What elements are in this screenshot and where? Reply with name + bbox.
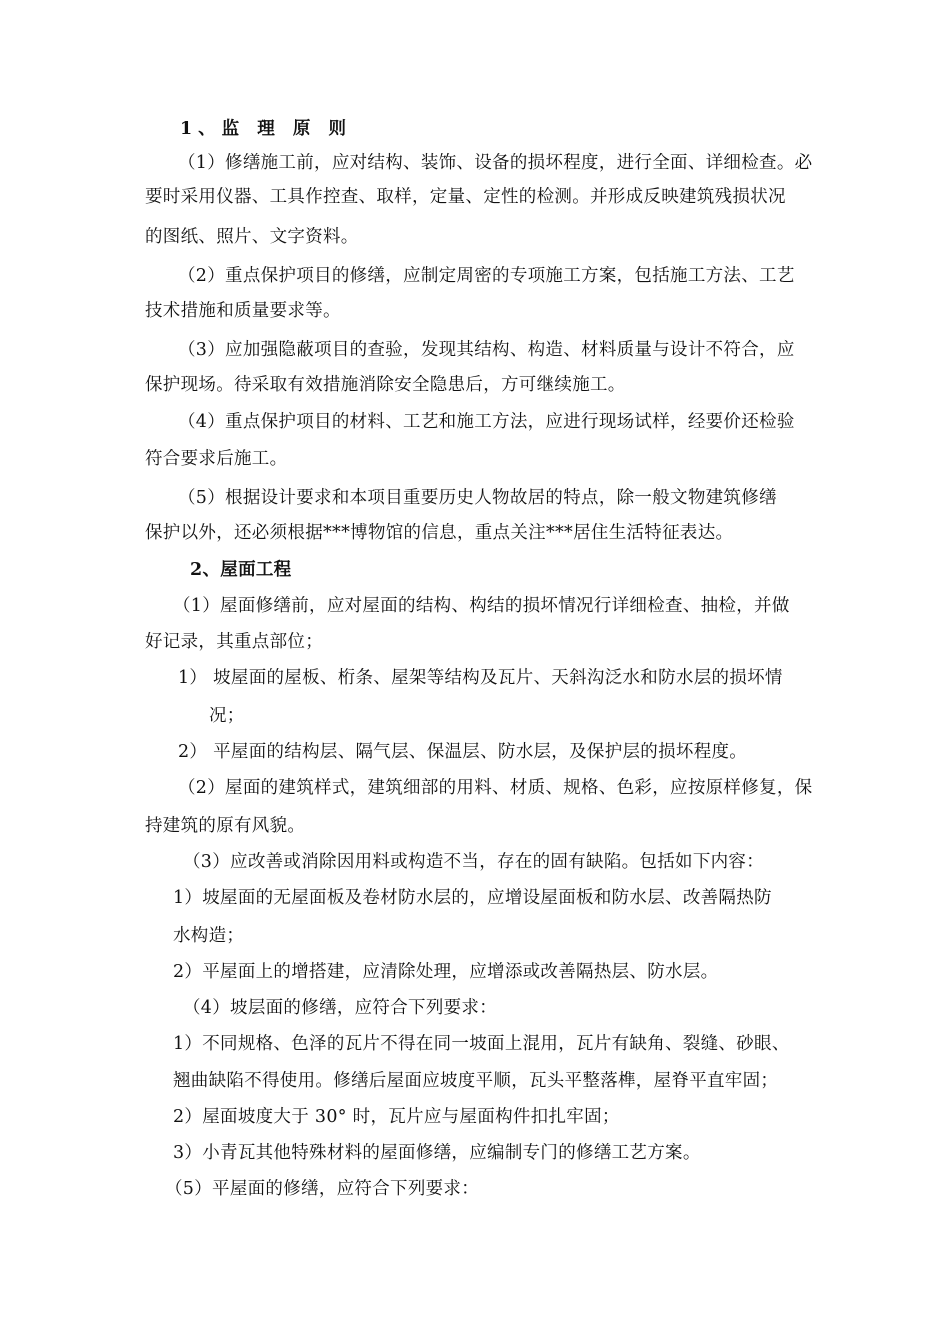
section-2-para-4-item-3: 3）小青瓦其他特殊材料的屋面修缮，应编制专门的修缮工艺方案。 [173,1143,701,1163]
section-2-para-5: （5）平屋面的修缮，应符合下列要求： [165,1179,480,1199]
section-1-para-1-line-3: 的图纸、照片、文字资料。 [145,227,359,247]
section-2-para-1-line-2: 好记录，其重点部位； [145,632,323,652]
section-1-para-3-line-2: 保护现场。待采取有效措施消除安全隐患后，方可继续施工。 [145,375,626,395]
section-2-para-3-item-1-line-1: 1）坡屋面的无屋面板及卷材防水层的，应增设屋面板和防水层、改善隔热防 [173,888,772,908]
section-2-para-3-item-1-line-2: 水构造； [173,926,245,946]
section-2-para-4-item-2: 2）屋面坡度大于 30° 时，瓦片应与屋面构件扣扎牢固； [173,1107,620,1127]
section-2-para-3-item-2: 2）平屋面上的增搭建，应清除处理，应增添或改善隔热层、防水层。 [173,962,719,982]
section-1-para-5-line-2: 保护以外，还必须根据***博物馆的信息，重点关注***居住生活特征表达。 [145,523,734,543]
section-2-para-3: （3）应改善或消除因用料或构造不当，存在的固有缺陷。包括如下内容： [183,852,765,872]
section-1-para-4-line-1: （4）重点保护项目的材料、工艺和施工方法，应进行现场试样，经要价还检验 [178,412,795,432]
section-1-para-3-line-1: （3）应加强隐蔽项目的查验，发现其结构、构造、材料质量与设计不符合，应 [178,340,795,360]
section-1-para-4-line-2: 符合要求后施工。 [145,449,288,469]
section-2-para-4-item-1-line-2: 翘曲缺陷不得使用。修缮后屋面应坡度平顺，瓦头平整落榫，屋脊平直牢固； [173,1071,779,1091]
section-2-para-4-item-1-line-1: 1）不同规格、色泽的瓦片不得在同一坡面上混用，瓦片有缺角、裂缝、砂眼、 [173,1034,790,1054]
section-2-para-2-line-1: （2）屋面的建筑样式，建筑细部的用料、材质、规格、色彩，应按原样修复，保 [178,778,813,798]
section-1-para-2-line-1: （2）重点保护项目的修缮，应制定周密的专项施工方案，包括施工方法、工艺 [178,266,795,286]
section-1-para-5-line-1: （5）根据设计要求和本项目重要历史人物故居的特点，除一般文物建筑修缮 [178,488,777,508]
section-1-para-1-line-1: （1）修缮施工前，应对结构、装饰、设备的损坏程度，进行全面、详细检查。必 [178,153,813,173]
section-2-para-1-item-1-line-1: 1） 坡屋面的屋板、桁条、屋架等结构及瓦片、天斜沟泛水和防水层的损坏情 [178,668,783,688]
section-2-heading: 2、屋面工程 [190,560,292,580]
section-1-para-1-line-2: 要时采用仪器、工具作控查、取样，定量、定性的检测。并形成反映建筑残损状况 [145,187,786,207]
section-1-heading: 1、监 理 原 则 [180,119,352,139]
section-2-para-4: （4）坡层面的修缮，应符合下列要求： [183,998,498,1018]
section-2-para-2-line-2: 持建筑的原有风貌。 [145,816,306,836]
section-2-para-1-item-1-line-2: 况； [209,706,245,726]
section-2-para-1-line-1: （1）屋面修缮前，应对屋面的结构、构结的损坏情况行详细检查、抽检，并做 [173,596,790,616]
section-1-para-2-line-2: 技术措施和质量要求等。 [145,301,341,321]
section-2-para-1-item-2: 2） 平屋面的结构层、隔气层、保温层、防水层，及保护层的损坏程度。 [178,742,748,762]
